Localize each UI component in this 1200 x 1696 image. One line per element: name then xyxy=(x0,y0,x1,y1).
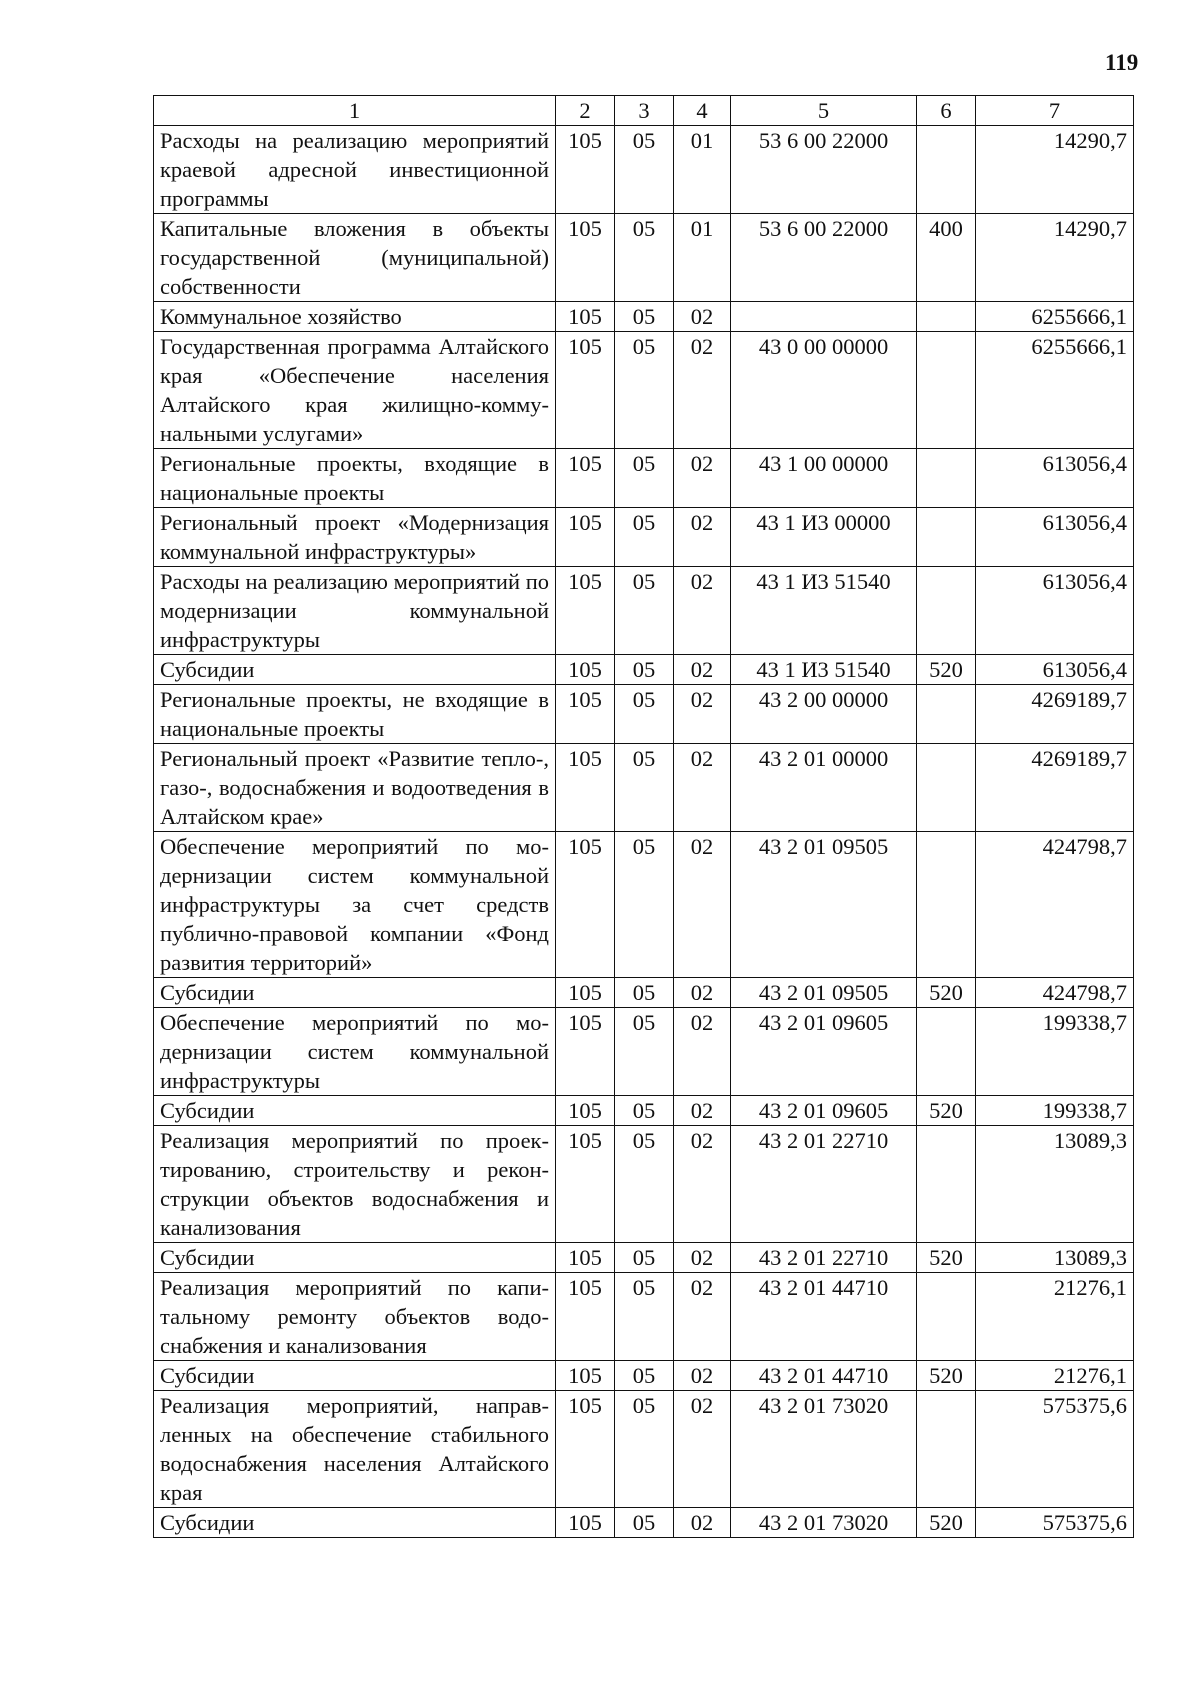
row-vr-cell: 520 xyxy=(917,1096,976,1126)
row-ved-cell: 105 xyxy=(556,567,615,655)
row-rz-cell: 05 xyxy=(615,1243,674,1273)
row-name-cell: Региональные проекты, входящие в национальные проекты xyxy=(154,449,556,508)
row-rz-cell: 05 xyxy=(615,655,674,685)
row-vr-cell xyxy=(917,302,976,332)
row-name-cell: Реализация мероприятий, направленных на обеспечение стабильного водоснабжения населения Алтайского края xyxy=(154,1391,556,1508)
row-pr-cell: 02 xyxy=(674,508,731,567)
row-csr-cell: 53 6 00 22000 xyxy=(731,214,917,302)
table-row xyxy=(154,1361,1134,1391)
col-header-3: 3 xyxy=(615,96,674,126)
row-pr-cell: 02 xyxy=(674,449,731,508)
table-row xyxy=(154,832,1134,978)
row-ved-cell: 105 xyxy=(556,685,615,744)
row-rz-cell: 05 xyxy=(615,1126,674,1243)
row-rz-cell: 05 xyxy=(615,744,674,832)
row-rz-cell: 05 xyxy=(615,126,674,214)
row-sum-cell: 199338,7 xyxy=(976,1008,1134,1096)
table-row xyxy=(154,1126,1134,1243)
row-ved-cell: 105 xyxy=(556,302,615,332)
table-row xyxy=(154,449,1134,508)
row-rz-cell: 05 xyxy=(615,1096,674,1126)
row-pr-cell: 02 xyxy=(674,832,731,978)
row-ved-cell: 105 xyxy=(556,1273,615,1361)
row-pr-cell: 02 xyxy=(674,1126,731,1243)
row-sum-cell: 199338,7 xyxy=(976,1096,1134,1126)
page-number: 119 xyxy=(1105,50,1139,75)
row-csr-cell: 43 2 01 73020 xyxy=(731,1508,917,1538)
row-rz-cell: 05 xyxy=(615,332,674,449)
row-sum-cell: 14290,7 xyxy=(976,214,1134,302)
row-sum-cell: 613056,4 xyxy=(976,508,1134,567)
header-row xyxy=(154,96,1134,126)
row-name-cell: Обеспечение мероприятий по модернизации систем коммунальной инфраструктуры xyxy=(154,1008,556,1096)
row-sum-cell: 4269189,7 xyxy=(976,685,1134,744)
row-name-cell: Субсидии xyxy=(154,655,556,685)
row-name-cell: Обеспечение мероприятий по модернизации систем коммунальной инфраструктуры за счет средств публично-правовой компании «Фонд развития территорий» xyxy=(154,832,556,978)
row-rz-cell: 05 xyxy=(615,302,674,332)
table-row xyxy=(154,1273,1134,1361)
col-header-5: 5 xyxy=(731,96,917,126)
row-pr-cell: 02 xyxy=(674,567,731,655)
table-row xyxy=(154,1243,1134,1273)
row-vr-cell: 520 xyxy=(917,1508,976,1538)
row-ved-cell: 105 xyxy=(556,1508,615,1538)
row-vr-cell xyxy=(917,1008,976,1096)
row-name-cell: Региональный проект «Развитие тепло-, газо-, водоснабжения и водоотведения в Алтайском крае» xyxy=(154,744,556,832)
table-body xyxy=(154,126,1134,1538)
row-pr-cell: 02 xyxy=(674,1361,731,1391)
table-row xyxy=(154,685,1134,744)
row-ved-cell: 105 xyxy=(556,332,615,449)
row-name-cell: Коммунальное хозяйство xyxy=(154,302,556,332)
row-vr-cell: 520 xyxy=(917,1361,976,1391)
row-vr-cell xyxy=(917,508,976,567)
row-vr-cell xyxy=(917,1273,976,1361)
row-vr-cell xyxy=(917,1391,976,1508)
row-ved-cell: 105 xyxy=(556,1243,615,1273)
row-vr-cell xyxy=(917,1126,976,1243)
row-vr-cell: 520 xyxy=(917,978,976,1008)
row-rz-cell: 05 xyxy=(615,1391,674,1508)
row-csr-cell: 43 1 И3 51540 xyxy=(731,567,917,655)
table-row xyxy=(154,1391,1134,1508)
row-name-cell: Государственная программа Алтайского края «Обеспечение населения Алтайского края жилищно-коммунальными услугами» xyxy=(154,332,556,449)
row-sum-cell: 424798,7 xyxy=(976,978,1134,1008)
row-ved-cell: 105 xyxy=(556,126,615,214)
row-name-cell: Субсидии xyxy=(154,1243,556,1273)
row-vr-cell xyxy=(917,832,976,978)
row-sum-cell: 4269189,7 xyxy=(976,744,1134,832)
row-pr-cell: 02 xyxy=(674,1273,731,1361)
row-name-cell: Субсидии xyxy=(154,978,556,1008)
row-name-cell: Региональные проекты, не входящие в национальные проекты xyxy=(154,685,556,744)
table-row xyxy=(154,1096,1134,1126)
table-row xyxy=(154,508,1134,567)
row-name-cell: Субсидии xyxy=(154,1096,556,1126)
row-name-cell: Реализация мероприятий по проектированию, строительству и реконструкции объектов водоснабжения и канализования xyxy=(154,1126,556,1243)
budget-table xyxy=(153,95,1134,1538)
row-csr-cell: 43 2 00 00000 xyxy=(731,685,917,744)
row-pr-cell: 02 xyxy=(674,1008,731,1096)
row-sum-cell: 6255666,1 xyxy=(976,332,1134,449)
row-pr-cell: 02 xyxy=(674,1096,731,1126)
table-row xyxy=(154,978,1134,1008)
row-pr-cell: 02 xyxy=(674,1391,731,1508)
row-csr-cell: 43 2 01 44710 xyxy=(731,1273,917,1361)
col-header-6: 6 xyxy=(917,96,976,126)
row-sum-cell: 21276,1 xyxy=(976,1273,1134,1361)
row-name-cell: Расходы на реализацию мероприятий по модернизации коммунальной инфраструктуры xyxy=(154,567,556,655)
row-vr-cell: 520 xyxy=(917,1243,976,1273)
row-csr-cell: 43 2 01 22710 xyxy=(731,1126,917,1243)
row-vr-cell xyxy=(917,567,976,655)
row-ved-cell: 105 xyxy=(556,1096,615,1126)
row-pr-cell: 01 xyxy=(674,126,731,214)
row-csr-cell: 43 2 01 00000 xyxy=(731,744,917,832)
row-vr-cell xyxy=(917,332,976,449)
row-rz-cell: 05 xyxy=(615,567,674,655)
row-rz-cell: 05 xyxy=(615,832,674,978)
row-pr-cell: 02 xyxy=(674,978,731,1008)
row-pr-cell: 02 xyxy=(674,655,731,685)
row-sum-cell: 613056,4 xyxy=(976,449,1134,508)
row-sum-cell: 575375,6 xyxy=(976,1391,1134,1508)
table-row xyxy=(154,1008,1134,1096)
row-ved-cell: 105 xyxy=(556,655,615,685)
row-ved-cell: 105 xyxy=(556,449,615,508)
row-rz-cell: 05 xyxy=(615,1508,674,1538)
row-pr-cell: 01 xyxy=(674,214,731,302)
row-vr-cell: 520 xyxy=(917,655,976,685)
row-csr-cell: 43 0 00 00000 xyxy=(731,332,917,449)
row-name-cell: Региональный проект «Модернизация коммунальной инфраструктуры» xyxy=(154,508,556,567)
row-vr-cell: 400 xyxy=(917,214,976,302)
row-ved-cell: 105 xyxy=(556,1008,615,1096)
row-sum-cell: 13089,3 xyxy=(976,1126,1134,1243)
row-sum-cell: 6255666,1 xyxy=(976,302,1134,332)
table-row xyxy=(154,332,1134,449)
row-ved-cell: 105 xyxy=(556,1126,615,1243)
row-pr-cell: 02 xyxy=(674,1508,731,1538)
table-row xyxy=(154,567,1134,655)
col-header-2: 2 xyxy=(556,96,615,126)
row-pr-cell: 02 xyxy=(674,744,731,832)
row-ved-cell: 105 xyxy=(556,1361,615,1391)
row-csr-cell: 43 2 01 44710 xyxy=(731,1361,917,1391)
table-row xyxy=(154,655,1134,685)
row-sum-cell: 21276,1 xyxy=(976,1361,1134,1391)
row-rz-cell: 05 xyxy=(615,685,674,744)
row-rz-cell: 05 xyxy=(615,449,674,508)
row-csr-cell: 43 2 01 73020 xyxy=(731,1391,917,1508)
row-sum-cell: 13089,3 xyxy=(976,1243,1134,1273)
row-vr-cell xyxy=(917,449,976,508)
row-sum-cell: 613056,4 xyxy=(976,567,1134,655)
row-rz-cell: 05 xyxy=(615,1008,674,1096)
row-csr-cell: 43 1 00 00000 xyxy=(731,449,917,508)
row-pr-cell: 02 xyxy=(674,1243,731,1273)
row-sum-cell: 575375,6 xyxy=(976,1508,1134,1538)
table-row xyxy=(154,214,1134,302)
row-ved-cell: 105 xyxy=(556,1391,615,1508)
table-row xyxy=(154,744,1134,832)
row-rz-cell: 05 xyxy=(615,508,674,567)
row-name-cell: Капитальные вложения в объекты государственной (муниципальной) собственности xyxy=(154,214,556,302)
row-csr-cell: 43 2 01 09605 xyxy=(731,1096,917,1126)
row-pr-cell: 02 xyxy=(674,332,731,449)
col-header-4: 4 xyxy=(674,96,731,126)
row-csr-cell xyxy=(731,302,917,332)
row-name-cell: Субсидии xyxy=(154,1361,556,1391)
row-pr-cell: 02 xyxy=(674,685,731,744)
row-ved-cell: 105 xyxy=(556,832,615,978)
col-header-7: 7 xyxy=(976,96,1134,126)
row-sum-cell: 424798,7 xyxy=(976,832,1134,978)
row-csr-cell: 43 2 01 22710 xyxy=(731,1243,917,1273)
row-csr-cell: 43 1 И3 00000 xyxy=(731,508,917,567)
row-ved-cell: 105 xyxy=(556,508,615,567)
row-name-cell: Расходы на реализацию мероприятий краевой адресной инвестиционной программы xyxy=(154,126,556,214)
row-rz-cell: 05 xyxy=(615,1273,674,1361)
row-csr-cell: 43 1 И3 51540 xyxy=(731,655,917,685)
row-sum-cell: 613056,4 xyxy=(976,655,1134,685)
table-row xyxy=(154,302,1134,332)
row-ved-cell: 105 xyxy=(556,744,615,832)
row-vr-cell xyxy=(917,744,976,832)
row-rz-cell: 05 xyxy=(615,1361,674,1391)
row-csr-cell: 43 2 01 09505 xyxy=(731,978,917,1008)
row-rz-cell: 05 xyxy=(615,214,674,302)
row-name-cell: Реализация мероприятий по капитальному ремонту объектов водоснабжения и канализования xyxy=(154,1273,556,1361)
table-row xyxy=(154,126,1134,214)
row-sum-cell: 14290,7 xyxy=(976,126,1134,214)
row-pr-cell: 02 xyxy=(674,302,731,332)
row-csr-cell: 53 6 00 22000 xyxy=(731,126,917,214)
row-name-cell: Субсидии xyxy=(154,1508,556,1538)
row-ved-cell: 105 xyxy=(556,978,615,1008)
row-vr-cell xyxy=(917,685,976,744)
col-header-1: 1 xyxy=(154,96,556,126)
row-csr-cell: 43 2 01 09605 xyxy=(731,1008,917,1096)
row-vr-cell xyxy=(917,126,976,214)
row-csr-cell: 43 2 01 09505 xyxy=(731,832,917,978)
row-rz-cell: 05 xyxy=(615,978,674,1008)
row-ved-cell: 105 xyxy=(556,214,615,302)
table-row xyxy=(154,1508,1134,1538)
